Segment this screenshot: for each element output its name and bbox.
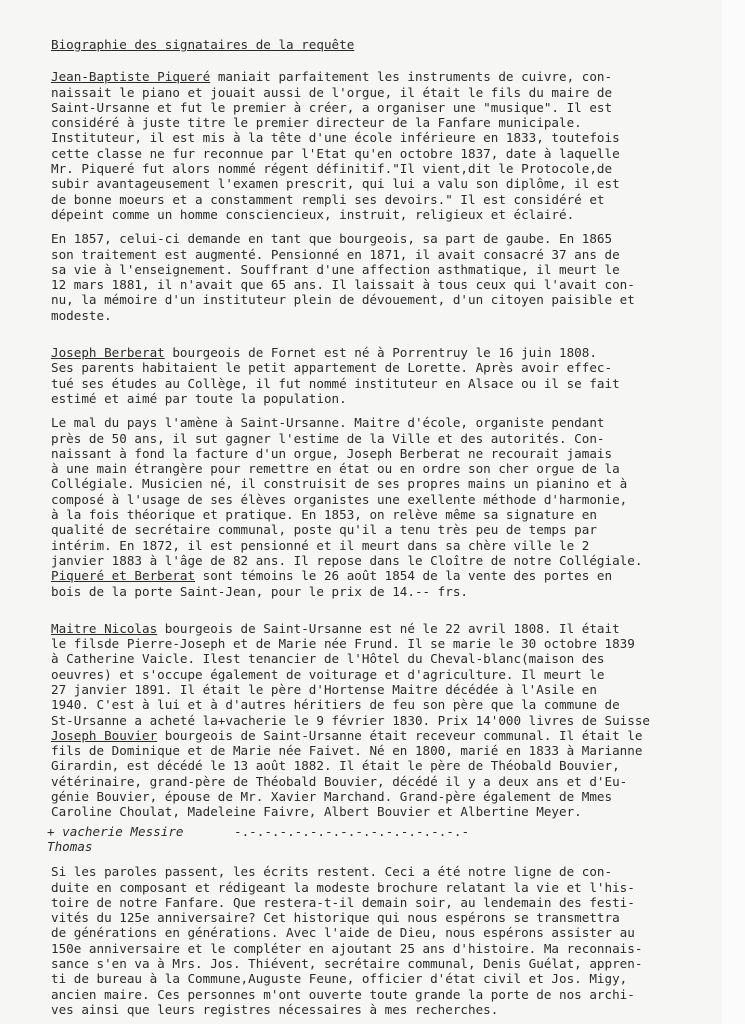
berberat-paragraph-1	[51, 345, 726, 406]
joint-text: sont témoins le 26 août 1854 de la vente des portes en bois de la porte Saint-Jean, pour le prix de 14.-- frs.	[51, 568, 613, 599]
berberat-paragraph-2: Le mal du pays l'amène à Saint-Ursanne. Maitre d'école, organiste pendant près de 50 ans, il sut gagner l'estime de la Ville et des autorités. Con- naissant à fond la facture d'un orgue, Joseph Berberat ne recourait jamais à une main étrangère pour remettre en état ou en ordre son cher orgue de la Collégiale. Musicien né, il construisit de ses propres mains un pianino et à composé à l'usage de ses élèves organistes une exellente méthode d'harmonie, à la fois théorique et pratique. En 1853, on relève même sa signature en qualité de secrétaire communal, poste qu'il a tenu très peu de temps par intérim. En 1872, il est pensionné et il meurt dans sa chère ville le 2 janvier 1883 à l'âge de 82 ans. Il repose dans le Cloître de notre Collégiale.	[51, 415, 643, 568]
footnote-row	[47, 824, 726, 855]
piquere-paragraph-1	[51, 69, 726, 222]
joint-paragraph	[51, 568, 726, 599]
nicolas-name: Maitre Nicolas	[51, 620, 158, 636]
bouvier-name: Joseph Bouvier	[51, 727, 158, 743]
joint-names: Piqueré et Berberat	[51, 568, 196, 584]
nicolas-text: bourgeois de Saint-Ursanne est né le 22 avril 1808. Il était le filsde Pierre-Joseph et de Marie née Frund. Il se marie le 30 octobre 1839 à Catherine Vaicle. Ilest tenancier de l'Hôtel du Cheval-blanc(maison des oeuvres) et s'occupe également de voiturage et d'agriculture. Il meurt le 27 janvier 1891. Il était le père d'Hortense Maitre décédée à l'Asile en 1940. C'est à lui et à d'autres héritiers de feu son père que la commune de St-Ursanne a acheté la+vacherie le 9 février 1830. Prix 14'000 livres de Suisse	[51, 620, 650, 728]
berberat-name: Joseph Berberat	[51, 345, 165, 361]
piquere-text-1: maniait parfaitement les instruments de cuivre, con- naissait le piano et jouait aussi de l'orgue, il était le fils du maire de Saint-Ursanne et fut le premier à créer, a organiser une "musique". Il est considéré à juste titre le premier directeur de la Fanfare municipale. Instituteur, il est mis à la tête d'une école inférieure en 1833, toutefois cette classe ne fur reconnue par l'Etat qu'en octobre 1837, date à laquelle Mr. Piqueré fut alors nommé régent définitif."Il vient,dit le Protocole,de subir avantageusement l'examen prescrit, qui lui a valu son diplôme, il est de bonne moeurs et a constamment rempli ses devoirs." Il est considéré et dépeint comme un homme consciencieux, instruit, religieux et éclairé.	[51, 69, 620, 222]
footnote-text: + vacherie Messire Thomas	[47, 823, 184, 854]
piquere-paragraph-2: En 1857, celui-ci demande en tant que bourgeois, sa part de gaube. En 1865 son traitement est augmenté. Pensionné en 1871, il avait consacré 37 ans de sa vie à l'enseignement. Souffrant d'une affection asthmatique, il meurt le 12 mars 1881, il n'avait que 65 ans. Il laissait à tous ceux qui l'avait con- nu, la mémoire d'un instituteur plein de dévouement, d'un citoyen paisible et modeste.	[51, 231, 635, 323]
nicolas-paragraph	[51, 621, 726, 728]
document-body	[47, 37, 726, 1026]
page-title: Biographie des signataires de la requête	[51, 37, 355, 52]
separator-line: -.-.-.-.-.-.-.-.-.-.-.-.-.-.-.-	[234, 823, 470, 839]
bouvier-paragraph	[51, 728, 726, 820]
bouvier-text: bourgeois de Saint-Ursanne était receveur communal. Il était le fils de Dominique et de Marie née Faivet. Né en 1800, marié en 1833 à Marianne Girardin, est décédé le 13 août 1882. Il était le père de Théobald Bouvier, vétérinaire, grand-père de Théobald Bouvier, décédé il y a deux ans et d'Eu- génie Bouvier, épouse de Mr. Xavier Marchand. Grand-père également de Mmes Caroline Choulat, Madeleine Faivre, Albert Bouvier et Albertine Meyer.	[51, 727, 643, 820]
berberat-text-1: bourgeois de Fornet est né à Porrentruy le 16 juin 1808. Ses parents habitaient le petit appartement de Lorette. Après avoir effec- tué ses études au Collège, il fut nommé instituteur en Alsace ou il se fait estimé et aimé par toute la population.	[51, 345, 620, 406]
piquere-name: Jean-Baptiste Piqueré	[51, 69, 211, 85]
closing-paragraph: Si les paroles passent, les écrits restent. Ceci a été notre ligne de con- duite en composant et rédigeant la modeste brochure relatant la vie et l'his- toire de notre Fanfare. Que restera-t-il demain soir, au lendemain des festi- vités du 125e anniversaire? Cet historique qui nous espérons se transmettra de générations en générations. Avec l'aide de Dieu, nous espérons assister au 150e anniversaire et le compléter en ajoutant 25 ans d'histoire. Ma reconnais- sance s'en va à Mrs. Jos. Thiévent, secrétaire communal, Denis Guélat, appren- ti de bureau à la Commune,Auguste Feune, officier d'état civil et Jos. Migy, ancien maire. Ces personnes m'ont ouverte toute grande la porte de nos archi- ves ainsi que leurs registres nécessaires à mes recherches.	[51, 864, 643, 1017]
